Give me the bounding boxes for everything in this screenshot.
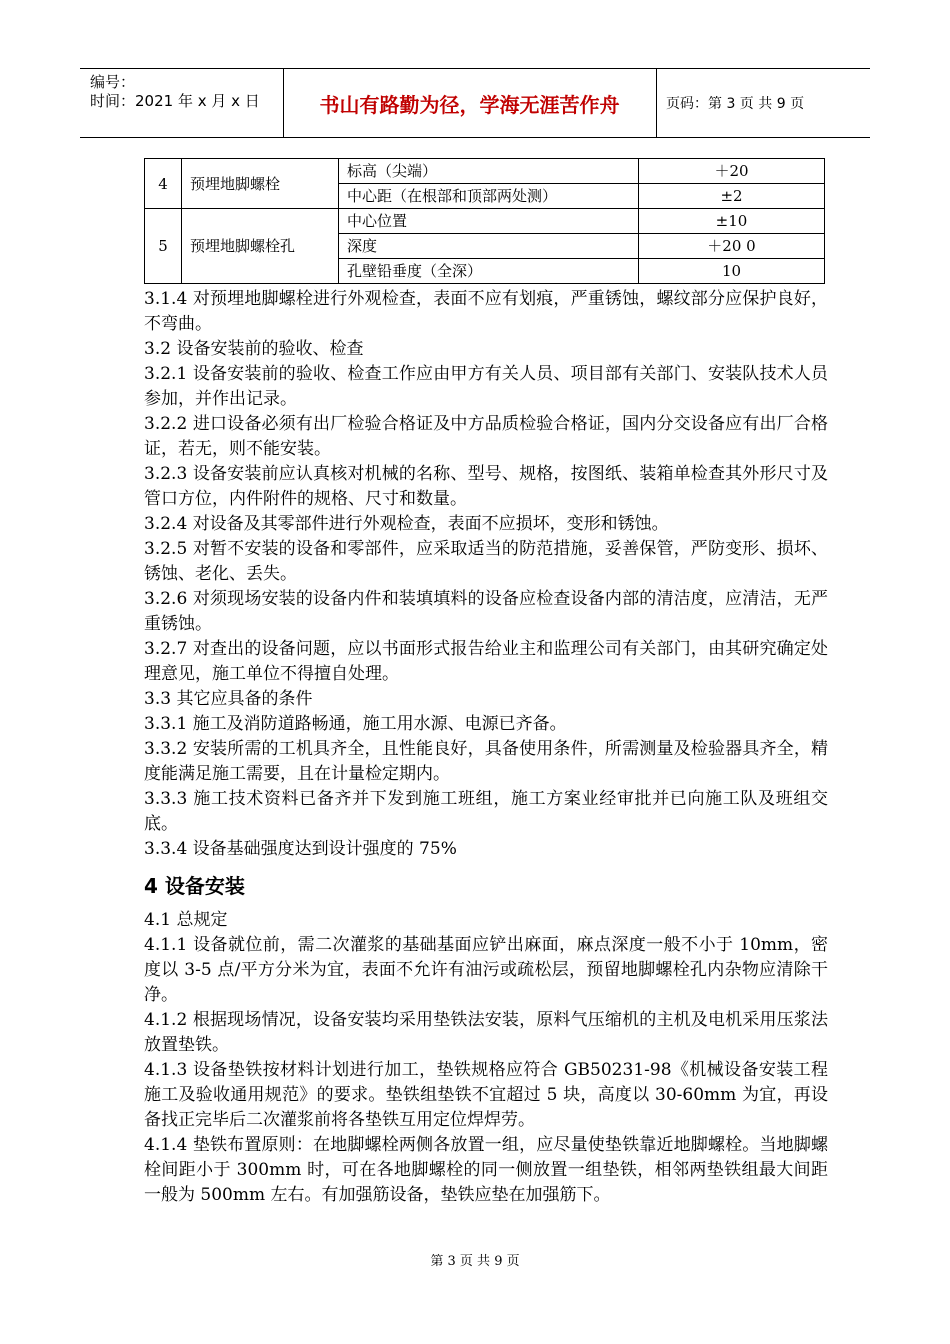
table-cell-item: 孔壁铅垂度（全深） (339, 259, 639, 284)
table-cell-item: 中心距（在根部和顶部两处测） (339, 184, 639, 209)
paragraph: 3.2.1 设备安装前的验收、检查工作应由甲方有关人员、项目部有关部门、安装队技术人员参加，并作出记录。 (144, 364, 828, 409)
table-cell-item: 标高（尖端） (339, 159, 639, 184)
paragraph: 4.1.1 设备就位前，需二次灌浆的基础基面应铲出麻面，麻点深度一般不小于 10mm，密度以 3-5 点/平方分米为宜，表面不允许有油污或疏松层，预留地脚螺栓孔内杂物应清除干净。 (144, 935, 828, 1005)
table-cell-no: 4 (145, 159, 182, 209)
section-heading: 4.1 总规定 (144, 910, 228, 930)
document-body (144, 287, 828, 1208)
paragraph: 3.3.2 安装所需的工机具齐全，且性能良好，具备使用条件，所需测量及检验器具齐全，精度能满足施工需要，且在计量检定期内。 (144, 739, 828, 784)
paragraph: 3.2.5 对暂不安装的设备和零部件，应采取适当的防范措施，妥善保管，严防变形、损坏、锈蚀、老化、丢失。 (144, 539, 828, 584)
paragraph: 3.3.3 施工技术资料已备齐并下发到施工班组，施工方案业经审批并已向施工队及班组交底。 (144, 789, 828, 834)
page-footer: 第 3 页 共 9 页 (430, 1254, 520, 1269)
header-divider (656, 69, 657, 137)
table-cell-item: 深度 (339, 234, 639, 259)
document-number: 编号： (90, 73, 136, 91)
paragraph: 3.2.3 设备安装前应认真核对机械的名称、型号、规格，按图纸、装箱单检查其外形尺寸及管口方位，内件附件的规格、尺寸和数量。 (144, 464, 828, 509)
paragraph: 4.1.2 根据现场情况，设备安装均采用垫铁法安装，原料气压缩机的主机及电机采用压浆法放置垫铁。 (144, 1010, 828, 1055)
header-meta (90, 73, 290, 111)
section-heading: 3.3 其它应具备的条件 (144, 689, 313, 709)
chapter-heading: 4 设备安装 (144, 874, 245, 898)
tolerance-table (144, 158, 825, 284)
paragraph: 4.1.3 设备垫铁按材料计划进行加工，垫铁规格应符合 GB50231-98《机械设备安装工程施工及验收通用规范》的要求。垫铁组垫铁不宜超过 5 块，高度以 30-60mm 为宜，再设备找正完毕后二次灌浆前将各垫铁互用定位焊焊劳。 (144, 1060, 828, 1130)
paragraph: 3.2.6 对须现场安装的设备内件和装填填料的设备应检查设备内部的清洁度，应清洁，无严重锈蚀。 (144, 589, 828, 634)
paragraph: 3.1.4 对预埋地脚螺栓进行外观检查，表面不应有划痕，严重锈蚀，螺纹部分应保护良好，不弯曲。 (144, 289, 828, 334)
paragraph: 3.3.4 设备基础强度达到设计强度的 75% (144, 839, 457, 859)
section-heading: 3.2 设备安装前的验收、检查 (144, 339, 364, 359)
paragraph: 3.2.4 对设备及其零部件进行外观检查，表面不应损坏，变形和锈蚀。 (144, 514, 669, 534)
table-cell-name: 预埋地脚螺栓 (182, 159, 339, 209)
table-cell-value: ＋20 (639, 159, 825, 184)
table-cell-value: 10 (639, 259, 825, 284)
paragraph: 3.2.7 对查出的设备问题，应以书面形式报告给业主和监理公司有关部门，由其研究确定处理意见，施工单位不得擅自处理。 (144, 639, 828, 684)
table-cell-name: 预埋地脚螺栓孔 (182, 209, 339, 284)
table-cell-value: ＋20 0 (639, 234, 825, 259)
table-cell-value: ±2 (639, 184, 825, 209)
header-page-info: 页码：第 3 页 共 9 页 (666, 96, 805, 112)
page-header (80, 68, 870, 138)
table-cell-no: 5 (145, 209, 182, 284)
table-cell-item: 中心位置 (339, 209, 639, 234)
table-row (145, 159, 825, 184)
table-cell-value: ±10 (639, 209, 825, 234)
document-time: 时间：2021 年 x 月 x 日 (90, 92, 260, 110)
paragraph: 4.1.4 垫铁布置原则：在地脚螺栓两侧各放置一组，应尽量使垫铁靠近地脚螺栓。当地脚螺栓间距小于 300mm 时，可在各地脚螺栓的同一侧放置一组垫铁，相邻两垫铁组最大间距一般为 500mm 左右。有加强筋设备，垫铁应垫在加强筋下。 (144, 1135, 828, 1205)
paragraph: 3.2.2 进口设备必须有出厂检验合格证及中方品质检验合格证，国内分交设备应有出厂合格证，若无，则不能安装。 (144, 414, 828, 459)
table-row (145, 209, 825, 234)
paragraph: 3.3.1 施工及消防道路畅通，施工用水源、电源已齐备。 (144, 714, 567, 734)
header-motto: 书山有路勤为径，学海无涯苦作舟 (319, 92, 620, 117)
